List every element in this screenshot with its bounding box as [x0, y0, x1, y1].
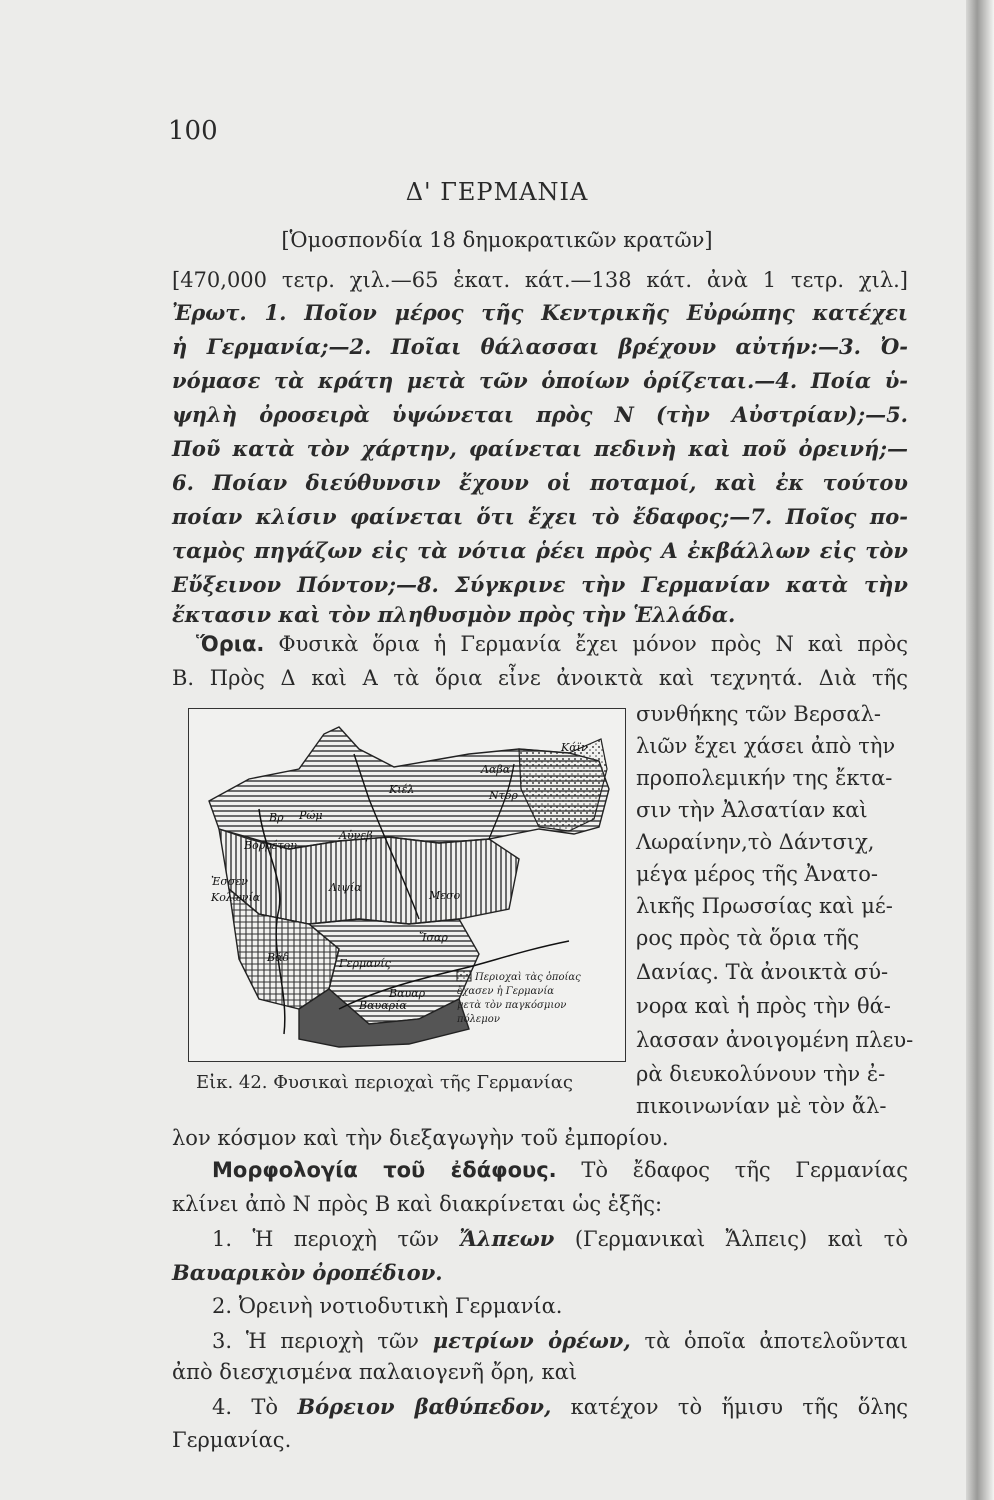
morphology-item-3-cont: ἀπὸ διεσχισμένα παλαιογενῆ ὄρη, καὶ: [172, 1360, 578, 1384]
borders-column-line: πικοινωνίαν μὲ τὸν ἄλ-: [636, 1094, 887, 1118]
germany-map-figure: [188, 708, 626, 1062]
borders-column-line: προπολεμικήν της ἔκτα-: [636, 766, 893, 790]
borders-column-line: ρος πρὸς τὰ ὅρια τῆς: [636, 926, 860, 950]
question-line: Ποῦ κατὰ τὸν χάρτην, φαίνεται πεδινὴ καὶ ποῦ ὀρεινή;—: [172, 436, 908, 461]
borders-text: λον κόσμον καὶ τὴν διεξαγωγὴν τοῦ ἐμπορίου.: [172, 1126, 669, 1150]
map-label: Ρώμ: [299, 809, 323, 822]
germany-map: [189, 709, 624, 1060]
map-label: Ντόρ: [489, 789, 518, 802]
morphology-heading: Μορφολογία τοῦ ἐδάφους.: [212, 1158, 557, 1182]
map-label: Γερμανίς: [339, 957, 391, 970]
borders-column-line: λιῶν ἔχει χάσει ἀπὸ τὴν: [636, 734, 896, 758]
map-label: Λιψία: [329, 881, 362, 894]
question-line: Εὔξεινον Πόντον;—8. Σύγκρινε τὴν Γερμανίαν κατὰ τὴν: [172, 572, 908, 597]
map-label: Λαβα: [481, 763, 511, 776]
map-legend-line: ἔχασεν ἡ Γερμανία: [457, 986, 554, 997]
page-number: 100: [168, 116, 218, 146]
borders-column-line: νορα καὶ ἡ πρὸς τὴν θά-: [636, 994, 891, 1018]
question-line: ποίαν κλίσιν φαίνεται ὅτι ἔχει τὸ ἔδαφος;—7. Ποῖος πο-: [172, 504, 908, 529]
map-label: Κάϊν: [561, 741, 588, 754]
question-line: ἔκτασιν καὶ τὸν πληθυσμὸν πρὸς τὴν Ἑλλάδα.: [172, 602, 736, 627]
map-label: Μεσο: [429, 889, 461, 902]
question-line: 6. Ποίαν διεύθυνσιν ἔχουν οἱ ποταμοί, καὶ ἐκ τούτου: [172, 470, 908, 495]
morphology-text: Τὸ ἔδαφος τῆς Γερμανίας: [581, 1158, 908, 1182]
morphology-paragraph-line: [212, 1160, 908, 1181]
borders-column-line: σιν τὴν Ἀλσατίαν καὶ: [636, 798, 868, 822]
morphology-item-1-cont: Βαυαρικὸν ὀροπέδιον.: [172, 1260, 443, 1285]
map-label: Ἐσσεν: [211, 875, 248, 888]
map-label: Κολωνία: [211, 891, 261, 904]
borders-paragraph-line: [196, 634, 908, 655]
borders-column-line: Λωραίνην,τὸ Δάντσιχ,: [636, 830, 875, 854]
morphology-item-4-cont: Γερμανίας.: [172, 1428, 292, 1452]
borders-column-line: λικῆς Πρωσσίας καὶ μέ-: [636, 894, 893, 918]
map-label: Βαυαρ: [389, 987, 426, 1000]
borders-text: Β. Πρὸς Δ καὶ Α τὰ ὅρια εἶνε ἀνοικτὰ καὶ τεχνητά. Διὰ τῆς: [172, 666, 908, 690]
borders-heading: Ὅρια.: [196, 632, 265, 656]
borders-column-line: συνθήκης τῶν Βερσαλ-: [636, 702, 881, 726]
map-label: Βάδ: [267, 951, 290, 964]
borders-column-line: Δανίας. Τὰ ἀνοικτὰ σύ-: [636, 960, 889, 984]
question-line: Ἐρωτ. 1. Ποῖον μέρος τῆς Κεντρικῆς Εὐρώπης κατέχει: [172, 300, 908, 325]
borders-column-line: μέγα μέρος τῆς Ἀνατο-: [636, 862, 878, 886]
map-label: Βρ: [269, 811, 284, 824]
chapter-title: Δ' ΓΕΡΜΑΝΙΑ: [405, 178, 589, 206]
map-label: Κιέλ: [389, 783, 415, 796]
borders-column-line: λασσαν ἀνοιγομένη πλευ-: [636, 1028, 914, 1052]
morphology-item-1: 1. Ἡ περιοχὴ τῶν Ἄλπεων (Γερμανικαὶ Ἄλπεις) καὶ τὸ: [212, 1226, 908, 1251]
map-label: Αὐνεβ: [339, 829, 373, 842]
map-caption: Εἰκ. 42. Φυσικαὶ περιοχαὶ τῆς Γερμανίας: [196, 1072, 573, 1093]
legend-swatch: [457, 971, 471, 981]
map-label: Βαυαρία: [359, 999, 407, 1012]
map-legend-line: μετὰ τὸν παγκόσμιον: [457, 1000, 567, 1011]
map-label: Ἴσαρ: [419, 931, 448, 944]
morphology-item-2: 2. Ὀρεινὴ νοτιοδυτικὴ Γερμανία.: [212, 1294, 563, 1318]
question-line: ψηλὴ ὀροσειρὰ ὑψώνεται πρὸς Ν (τὴν Αὐστρίαν);—5.: [172, 402, 908, 427]
book-page-edge: [966, 0, 994, 1500]
map-legend-line: πόλεμον: [457, 1014, 500, 1025]
question-line: νόμασε τὰ κράτη μετὰ τῶν ὁποίων ὁρίζεται.—4. Ποία ὑ-: [172, 368, 908, 393]
morphology-item-4: 4. Τὸ Βόρειον βαθύπεδον, κατέχον τὸ ἥμισυ τῆς ὅλης: [212, 1394, 908, 1419]
country-statistics: [470,000 τετρ. χιλ.—65 ἑκατ. κάτ.—138 κάτ. ἀνὰ 1 τετρ. χιλ.]: [172, 268, 908, 292]
map-legend-line: Περιοχαὶ τὰς ὁποίας: [475, 972, 581, 983]
morphology-text: κλίνει ἀπὸ Ν πρὸς Β καὶ διακρίνεται ὡς ἑξῆς:: [172, 1192, 663, 1216]
question-line: ταμὸς πηγάζων εἰς τὰ νότια ῥέει πρὸς Α ἐκβάλλων εἰς τὸν: [172, 538, 908, 563]
borders-column-line: ρὰ διευκολύνουν τὴν ἐ-: [636, 1062, 886, 1086]
morphology-item-3: 3. Ἡ περιοχὴ τῶν μετρίων ὀρέων, τὰ ὁποῖα ἀποτελοῦνται: [212, 1328, 908, 1353]
map-label: Βορρέτου: [244, 839, 297, 852]
question-line: ἡ Γερμανία;—2. Ποῖαι θάλασσαι βρέχουν αὐτήν:—3. Ὀ-: [172, 334, 908, 359]
borders-text: Φυσικὰ ὅρια ἡ Γερμανία ἔχει μόνον πρὸς Ν καὶ πρὸς: [278, 632, 908, 656]
chapter-subtitle: [Ὁμοσπονδία 18 δημοκρατικῶν κρατῶν]: [281, 228, 713, 252]
